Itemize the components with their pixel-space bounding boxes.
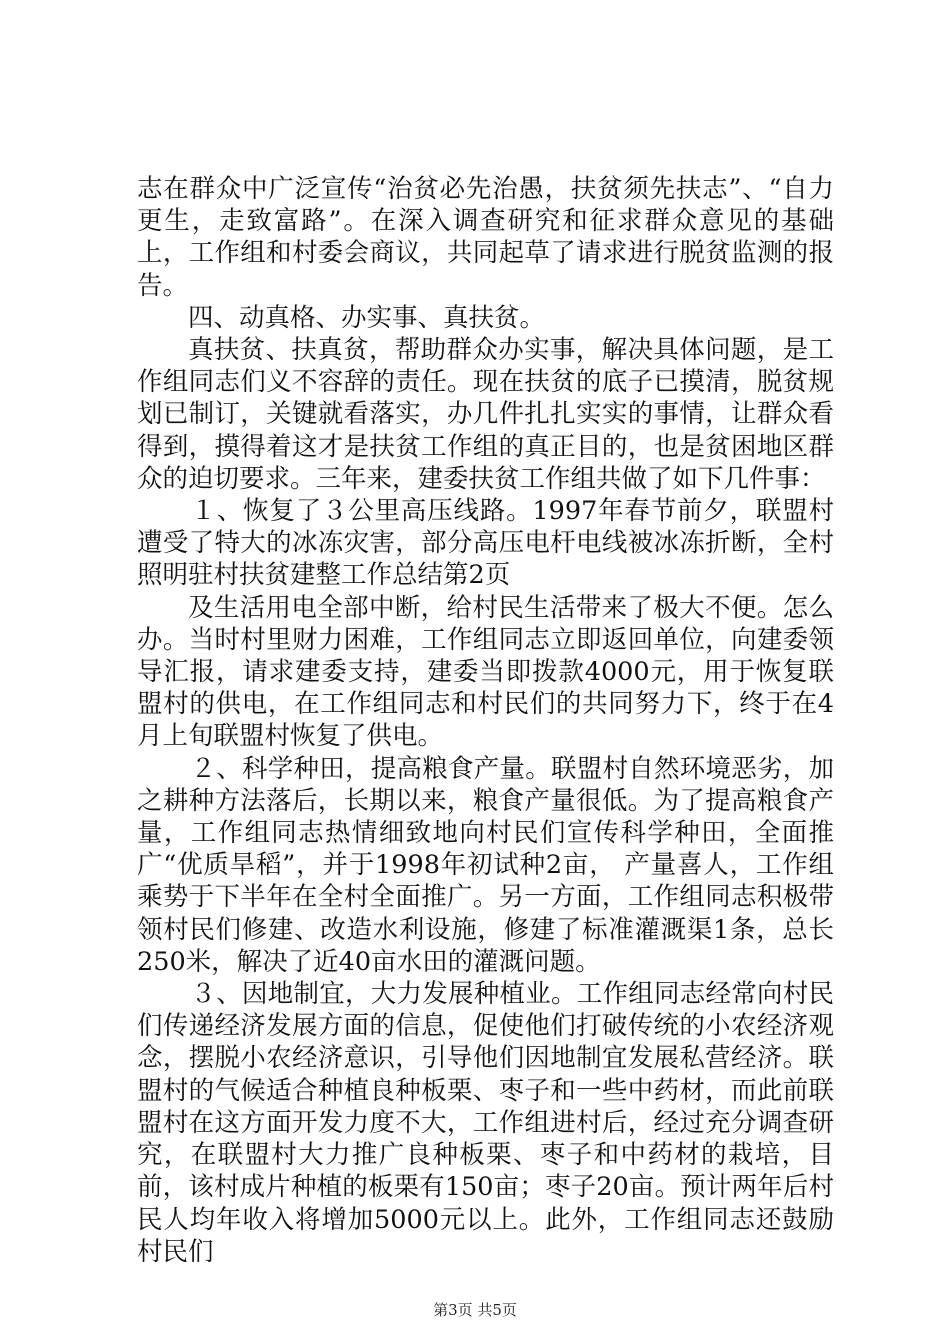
item-2-paragraph: ２、科学种田，提高粮食产量。联盟村自然环境恶劣，加之耕种方法落后，长期以来，粮食产量很低。为了提高粮食产量，工作组同志热情细致地向村民们宣传科学种田，全面推广“优质旱稻”，并于1998年初试种2亩， 产量喜人，工作组乘势于下半年在全村全面推广。另一方面，工作组同志积极带领村民们修建、改造水利设施，修建了标准灌溉渠1条，总长250米，解决了近40亩水田的灌溉问题。 bbox=[137, 753, 834, 977]
item-3-paragraph: ３、因地制宜，大力发展种植业。工作组同志经常向村民们传递经济发展方面的信息，促使他们打破传统的小农经济观念，摆脱小农经济意识，引导他们因地制宜发展私营经济。联盟村的气候适合种植良种板栗、枣子和一些中药材，而此前联盟村在这方面开发力度不大，工作组进村后，经过充分调查研究，在联盟村大力推广良种板栗、枣子和中药材的栽培，目前，该村成片种植的板栗有150亩；枣子20亩。预计两年后村民人均年收入将增加5000元以上。此外，工作组同志还鼓励村民们 bbox=[137, 979, 834, 1267]
paragraph-1: 志在群众中广泛宣传“治贫必先治愚，扶贫须先扶志”、“自力更生，走致富路”。在深入调查研究和征求群众意见的基础上，工作组和村委会商议，共同起草了请求进行脱贫监测的报告。 bbox=[137, 174, 834, 301]
item-1-paragraph: １、恢复了３公里高压线路。1997年春节前夕，联盟村遭受了特大的冰冻灾害，部分高压电杆电线被冰冻折断，全村照明驻村扶贫建整工作总结第2页 bbox=[137, 496, 834, 591]
section-heading-4: 四、动真格、办实事、真扶贫。 bbox=[188, 302, 546, 333]
page-footer: 第3页 共5页 bbox=[433, 1301, 517, 1319]
paragraph-3: 真扶贫、扶真贫，帮助群众办实事，解决具体问题，是工作组同志们义不容辞的责任。现在扶贫的底子已摸清，脱贫规划已制订，关键就看落实，办几件扎扎实实的事情，让群众看得到，摸得着这才是扶贫工作组的真正目的，也是贫困地区群众的迫切要求。三年来，建委扶贫工作组共做了如下几件事： bbox=[137, 335, 834, 494]
document-body bbox=[137, 173, 834, 1268]
paragraph-5: 及生活用电全部中断，给村民生活带来了极大不便。怎么办。当时村里财力困难，工作组同志立即返回单位，向建委领导汇报，请求建委支持，建委当即拨款4000元，用于恢复联盟村的供电，在工作组同志和村民们的共同努力下，终于在4月上旬联盟村恢复了供电。 bbox=[137, 592, 834, 752]
